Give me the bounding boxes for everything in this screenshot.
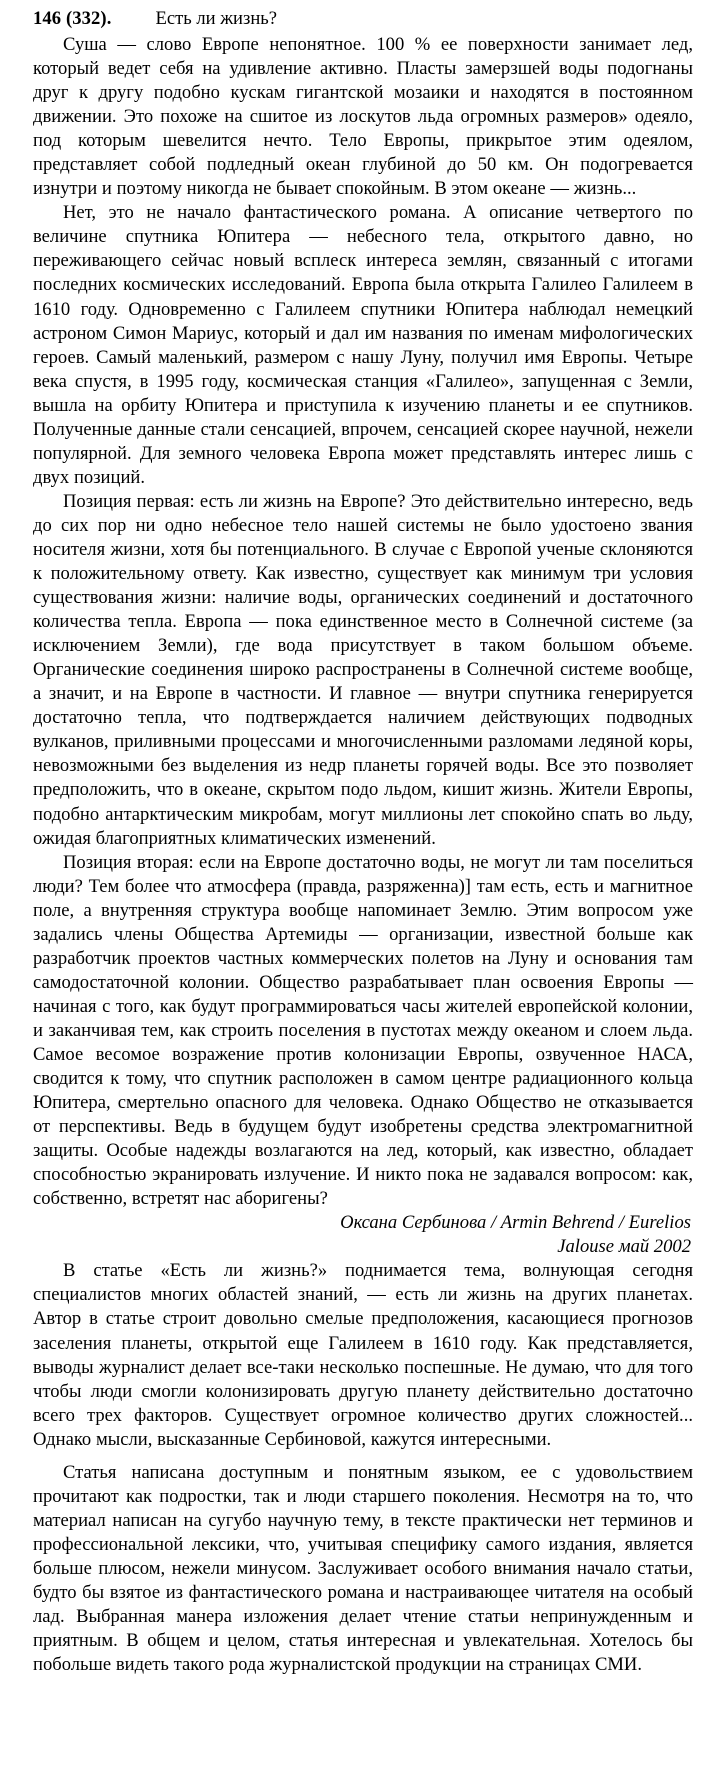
- body-paragraph: Позиция вторая: если на Европе достаточно воды, не могут ли там поселиться люди? Тем более что атмосфера (правда, разряженна)] там есть, есть и магнитное поле, а внутренняя структура вообще напоминает Землю. Этим вопросом уже задались члены Общества Артемиды — организации, известной больше как разработчик проектов частных коммерческих полетов на Луну и основания там самодостаточной колонии. Общество разрабатывает план освоения Европы — начиная с того, как будут программироваться часы жителей европейской колонии, и заканчивая тем, как строить поселения в пустотах между океаном и слоем льда. Самое весомое возражение против колонизации Европы, озвученное НАСА, сводится к тому, что спутник расположен в самом центре радиационного кольца Юпитера, смертельно опасного для человека. Однако Общество не отказывается от перспективы. Ведь в будущем будут изобретены средства электромагнитной защиты. Особые надежды возлагаются на лед, который, как известно, обладает способностью экранировать излучение. И никто пока не задавался вопросом: как, собственно, встретят нас аборигены?: [33, 851, 693, 1210]
- exercise-number: 146 (332).: [33, 8, 112, 29]
- attribution-source: Jalouse май 2002: [557, 1236, 691, 1258]
- attribution-authors: Оксана Сербинова / Armin Behrend / Eurelios: [340, 1212, 691, 1234]
- exercise-heading: [33, 6, 693, 32]
- body-paragraph: Суша — слово Европе непонятное. 100 % ее поверхности занимает лед, который ведет себя на удивление активно. Пласты замерзшей воды подогнаны друг к другу подобно кускам гигантской мозаики и находятся в постоянном движении. Это похоже на сшитое из лоскутов льда огромных размеров» одеяло, под которым шевелится нечто. Тело Европы, прикрытое этим одеялом, представляет собой подледный океан глубиной до 50 км. Он подогревается изнутри и поэтому никогда не бывает спокойным. В этом океане — жизнь...: [33, 34, 693, 200]
- body-paragraph: Нет, это не начало фантастического романа. А описание четвертого по величине спутника Юпитера — небесного тела, открытого давно, но переживающего сейчас новый всплеск интереса землян, связанный с итогами последних космических исследований. Европа была открыта Галилео Галилеем в 1610 году. Одновременно с Галилеем спутники Юпитера наблюдал немецкий астроном Симон Мариус, который и дал им названия по именам мифологических героев. Самый маленький, размером с нашу Луну, получил имя Европы. Четыре века спустя, в 1995 году, космическая станция «Галилео», запущенная с Земли, вышла на орбиту Юпитера и приступила к изучению планеты и ее спутников. Полученные данные стали сенсацией, впрочем, сенсацией скорее научной, нежели популярной. Для земного человека Европа может представлять интерес лишь с двух позиций.: [33, 202, 693, 488]
- exercise-title: Есть ли жизнь?: [155, 8, 278, 29]
- response-paragraph: В статье «Есть ли жизнь?» поднимается тема, волнующая сегодня специалистов многих областей знаний, — есть ли жизнь на других планетах. Автор в статье строит довольно смелые предположения, касающиеся прогнозов заселения планеты, открытой еще Галилеем в 1610 году. Как представляется, выводы журналист делает все-таки несколько поспешные. Не думаю, что для того чтобы люди смогли колонизировать другую планету действительно достаточно всего трех факторов. Существует огромное количество других сложностей... Однако мысли, высказанные Сербиновой, кажутся интересными.: [33, 1260, 693, 1450]
- body-paragraph: Позиция первая: есть ли жизнь на Европе? Это действительно интересно, ведь до сих пор ни одно небесное тело нашей системы не было удостоено звания носителя жизни, хотя бы потенциального. В случае с Европой ученые склоняются к положительному ответу. Как известно, существует как минимум три условия существования жизни: наличие воды, органических соединений и достаточного количества тепла. Европа — пока единственное место в Солнечной системе (за исключением Земли), где вода присутствует в таком большом объеме. Органические соединения широко распространены в Солнечной системе вообще, а значит, и на Европе в частности. И главное — внутри спутника генерируется достаточно тепла, что подтверждается наличием действующих подводных вулканов, приливными процессами и многочисленными разломами ледяной коры, невозможными без выделения из недр планеты горячей воды. Все это позволяет предположить, что в океане, скрытом подо льдом, кишит жизнь. Жители Европы, подобно антарктическим микробам, могут миллионы лет спокойно спать во льду, ожидая благоприятных климатических изменений.: [33, 490, 693, 849]
- response-paragraph: Статья написана доступным и понятным языком, ее с удовольствием прочитают как подростки, так и люди старшего поколения. Несмотря на то, что материал написан на сугубо научную тему, в тексте практически нет терминов и профессиональной лексики, что, учитывая специфику самого издания, является больше плюсом, нежели минусом. Заслуживает особого внимания начало статьи, будто бы взятое из фантастического романа и настраивающее читателя на особый лад. Выбранная манера изложения делает чтение статьи непринужденным и приятным. В общем и целом, статья интересная и увлекательная. Хотелось бы побольше видеть такого рода журналистской продукции на страницах СМИ.: [33, 1461, 693, 1676]
